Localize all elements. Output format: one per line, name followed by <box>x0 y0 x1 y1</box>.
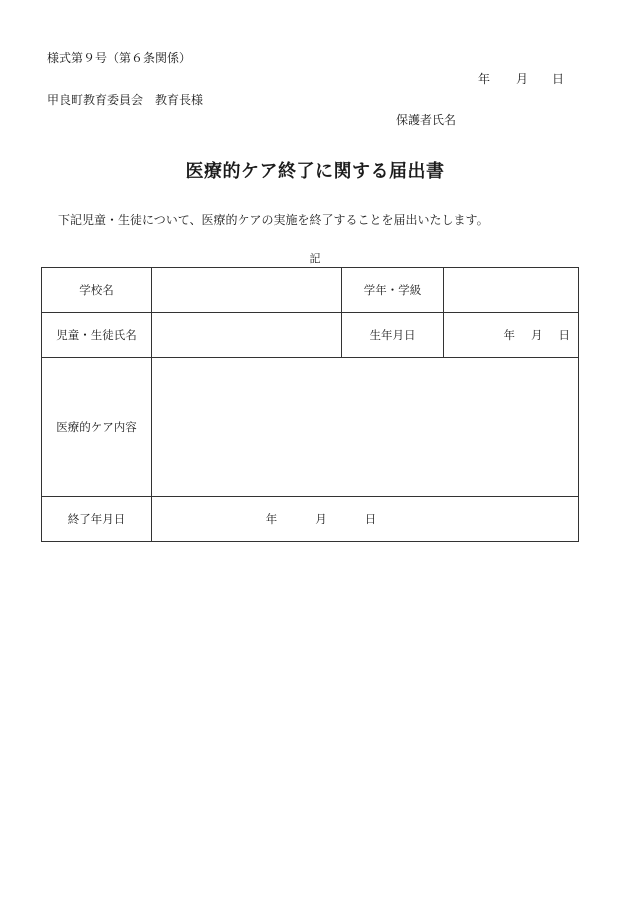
ki-label: 記 <box>309 252 321 265</box>
date-month: 月 <box>516 72 529 86</box>
end-date-label: 終了年月日 <box>42 497 152 542</box>
date-year: 年 <box>478 72 491 86</box>
care-content-label: 医療的ケア内容 <box>42 358 152 497</box>
notification-form-table <box>41 267 579 542</box>
grade-class-label: 学年・学級 <box>342 268 444 313</box>
form-number: 様式第９号（第６条関係） <box>47 51 192 65</box>
birth-date-field[interactable] <box>444 313 579 358</box>
end-month: 月 <box>315 512 327 526</box>
table-row <box>42 358 579 497</box>
birth-year: 年 <box>503 328 515 342</box>
birth-month: 月 <box>531 328 543 342</box>
guardian-name-label: 保護者氏名 <box>396 113 457 127</box>
end-day: 日 <box>364 512 377 526</box>
grade-class-field[interactable] <box>444 268 579 313</box>
table-row <box>42 497 579 542</box>
table-row <box>42 313 579 358</box>
addressee: 甲良町教育委員会 教育長様 <box>47 93 204 107</box>
student-name-label: 児童・生徒氏名 <box>42 313 152 358</box>
date-day: 日 <box>552 72 565 86</box>
body-text: 下記児童・生徒について、医療的ケアの実施を終了することを届出いたします。 <box>58 213 489 227</box>
submission-date <box>478 70 564 87</box>
student-name-field[interactable] <box>152 313 342 358</box>
school-name-field[interactable] <box>152 268 342 313</box>
document-title: 医療的ケア終了に関する届出書 <box>185 161 445 182</box>
care-content-field[interactable] <box>152 358 579 497</box>
school-name-label: 学校名 <box>42 268 152 313</box>
birth-date-label: 生年月日 <box>342 313 444 358</box>
end-date-field[interactable] <box>152 497 579 542</box>
end-year: 年 <box>265 512 278 526</box>
table-row <box>42 268 579 313</box>
birth-day: 日 <box>558 328 570 342</box>
